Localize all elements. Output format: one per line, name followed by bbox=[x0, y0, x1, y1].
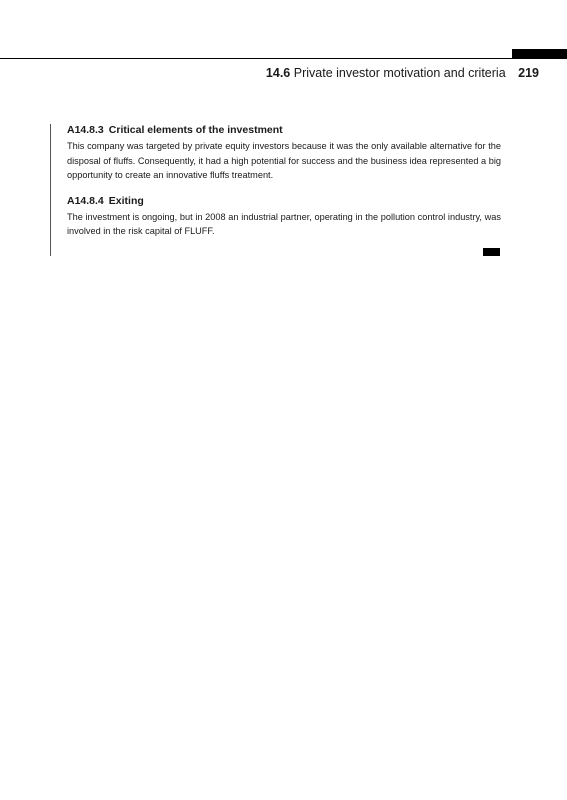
subsection-title: Critical elements of the investment bbox=[108, 124, 283, 136]
header-rule bbox=[0, 58, 567, 59]
subsection-number: A14.8.3 bbox=[67, 124, 104, 136]
subsection-heading bbox=[67, 123, 501, 137]
end-of-section-mark bbox=[483, 248, 500, 256]
body-paragraph: This company was targeted by private equity investors because it was the only available alternative for the disposal of fluffs. Consequently, it had a high potential for success and the business idea represented a big opportunity to create an innovative fluffs treatment. bbox=[67, 141, 501, 180]
running-head bbox=[266, 65, 539, 81]
section-critical-elements bbox=[67, 123, 501, 183]
running-head-section-title: Private investor motivation and criteria bbox=[293, 66, 506, 80]
body-paragraph: The investment is ongoing, but in 2008 an industrial partner, operating in the pollution control industry, was involved in the risk capital of FLUFF. bbox=[67, 211, 501, 236]
margin-rule bbox=[50, 124, 51, 256]
running-head-section-number: 14.6 bbox=[265, 66, 291, 80]
page-number: 219 bbox=[518, 66, 539, 80]
main-content bbox=[67, 123, 501, 239]
section-exiting bbox=[67, 194, 501, 239]
subsection-title: Exiting bbox=[108, 194, 144, 207]
subsection-heading bbox=[67, 194, 501, 208]
subsection-number: A14.8.4 bbox=[67, 194, 104, 207]
